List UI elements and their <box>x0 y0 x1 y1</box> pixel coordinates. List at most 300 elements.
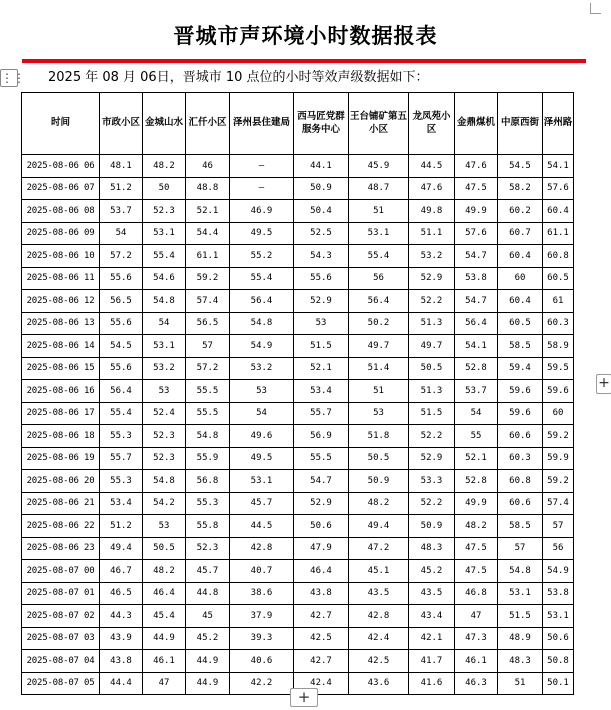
table-row <box>22 177 574 200</box>
value-cell: 54 <box>100 222 143 245</box>
value-cell: 55.5 <box>294 447 349 470</box>
value-cell: 47.5 <box>455 177 498 200</box>
value-cell: 53.7 <box>100 200 143 223</box>
value-cell: 57 <box>543 515 574 538</box>
value-cell: 46.4 <box>294 560 349 583</box>
value-cell: 50.4 <box>294 200 349 223</box>
column-header: 时间 <box>22 93 100 155</box>
value-cell: 53.1 <box>498 582 543 605</box>
value-cell: 53.3 <box>409 470 455 493</box>
value-cell: 43.9 <box>100 627 143 650</box>
value-cell: 47.6 <box>455 155 498 178</box>
value-cell: 50.8 <box>543 650 574 673</box>
value-cell: 48.7 <box>349 177 409 200</box>
table-row <box>22 627 574 650</box>
time-cell: 2025-08-06 23 <box>22 537 100 560</box>
value-cell: 48.2 <box>143 155 186 178</box>
table-row <box>22 200 574 223</box>
value-cell: 47.5 <box>455 560 498 583</box>
value-cell: 47 <box>143 672 186 695</box>
time-cell: 2025-08-06 15 <box>22 357 100 380</box>
value-cell: 54 <box>230 402 294 425</box>
value-cell: 59.2 <box>543 470 574 493</box>
value-cell: 53 <box>143 515 186 538</box>
table-row <box>22 492 574 515</box>
value-cell: 52.5 <box>294 222 349 245</box>
value-cell: 56.4 <box>349 290 409 313</box>
value-cell: 60.5 <box>498 312 543 335</box>
table-row <box>22 267 574 290</box>
time-cell: 2025-08-06 17 <box>22 402 100 425</box>
table-row <box>22 447 574 470</box>
value-cell: 44.3 <box>100 605 143 628</box>
value-cell: 58.5 <box>498 335 543 358</box>
value-cell: 44.4 <box>100 672 143 695</box>
value-cell: 61 <box>543 290 574 313</box>
value-cell: 43.8 <box>100 650 143 673</box>
value-cell: 60 <box>498 267 543 290</box>
column-header: 泽州路 <box>543 93 574 155</box>
value-cell: 47.2 <box>349 537 409 560</box>
time-cell: 2025-08-06 11 <box>22 267 100 290</box>
value-cell: 52.1 <box>294 357 349 380</box>
value-cell: 55.6 <box>100 357 143 380</box>
value-cell: 52.2 <box>409 425 455 448</box>
value-cell: 49.4 <box>100 537 143 560</box>
value-cell: 37.9 <box>230 605 294 628</box>
value-cell: 48.2 <box>143 560 186 583</box>
page-title: 晋城市声环境小时数据报表 <box>173 23 438 48</box>
column-header: 市政小区 <box>100 93 143 155</box>
value-cell: 56.9 <box>294 425 349 448</box>
value-cell: 56.5 <box>100 290 143 313</box>
value-cell: 49.6 <box>230 425 294 448</box>
value-cell: 52.9 <box>294 492 349 515</box>
value-cell: 61.1 <box>543 222 574 245</box>
value-cell: 46.8 <box>455 582 498 605</box>
table-row <box>22 560 574 583</box>
value-cell: 52.9 <box>294 290 349 313</box>
value-cell: 56.5 <box>186 312 230 335</box>
value-cell: 55 <box>455 425 498 448</box>
value-cell: 54.6 <box>143 267 186 290</box>
value-cell: 55.2 <box>230 245 294 268</box>
value-cell: 60.4 <box>543 200 574 223</box>
value-cell: 52.1 <box>186 200 230 223</box>
value-cell: 54.8 <box>230 312 294 335</box>
value-cell: 56.4 <box>230 290 294 313</box>
value-cell: 42.5 <box>294 627 349 650</box>
value-cell: 51.4 <box>349 357 409 380</box>
value-cell: 52.2 <box>409 492 455 515</box>
value-cell: 42.7 <box>294 650 349 673</box>
value-cell: 41.7 <box>409 650 455 673</box>
value-cell: 54.2 <box>143 492 186 515</box>
value-cell: 53.4 <box>294 380 349 403</box>
value-cell: 48.2 <box>349 492 409 515</box>
value-cell: 58.9 <box>543 335 574 358</box>
value-cell: 46.5 <box>100 582 143 605</box>
value-cell: 60.4 <box>498 245 543 268</box>
value-cell: 51.2 <box>100 177 143 200</box>
value-cell: 52.4 <box>143 402 186 425</box>
value-cell: 60.7 <box>498 222 543 245</box>
value-cell: 51.5 <box>409 402 455 425</box>
value-cell: 54 <box>143 312 186 335</box>
value-cell: 51 <box>349 200 409 223</box>
value-cell: 55.6 <box>100 312 143 335</box>
value-cell: 54.9 <box>543 560 574 583</box>
value-cell: 47.5 <box>455 537 498 560</box>
value-cell: 59.6 <box>498 380 543 403</box>
value-cell: 46.1 <box>143 650 186 673</box>
noise-data-table <box>21 92 574 695</box>
value-cell: 53.1 <box>543 605 574 628</box>
value-cell: 53.8 <box>543 582 574 605</box>
value-cell: 58.2 <box>498 177 543 200</box>
value-cell: 54.7 <box>455 290 498 313</box>
value-cell: 60.3 <box>543 312 574 335</box>
value-cell: 50.9 <box>294 177 349 200</box>
value-cell: 49.9 <box>455 200 498 223</box>
value-cell: 53.7 <box>455 380 498 403</box>
value-cell: 52.8 <box>455 470 498 493</box>
column-header: 王台铺矿第五小区 <box>349 93 409 155</box>
value-cell: 52.1 <box>455 447 498 470</box>
time-cell: 2025-08-07 01 <box>22 582 100 605</box>
value-cell: 47.9 <box>294 537 349 560</box>
time-cell: 2025-08-07 02 <box>22 605 100 628</box>
value-cell: 42.8 <box>349 605 409 628</box>
table-row <box>22 425 574 448</box>
value-cell: 50.6 <box>543 627 574 650</box>
value-cell: 49.5 <box>230 222 294 245</box>
value-cell: 54.3 <box>294 245 349 268</box>
value-cell: 48.3 <box>498 650 543 673</box>
value-cell: 53.8 <box>455 267 498 290</box>
column-header: 汇仟小区 <box>186 93 230 155</box>
value-cell: 48.9 <box>498 627 543 650</box>
value-cell: 54.7 <box>294 470 349 493</box>
value-cell: 45.4 <box>143 605 186 628</box>
page-corner-mark <box>590 3 601 14</box>
value-cell: 60.4 <box>498 290 543 313</box>
value-cell: 56 <box>349 267 409 290</box>
column-header: 金城山水 <box>143 93 186 155</box>
value-cell: 57 <box>498 537 543 560</box>
value-cell: 56.4 <box>455 312 498 335</box>
value-cell: 42.7 <box>294 605 349 628</box>
value-cell: 54.8 <box>143 470 186 493</box>
table-row <box>22 335 574 358</box>
column-header: 龙凤苑小区 <box>409 93 455 155</box>
value-cell: 57.6 <box>455 222 498 245</box>
value-cell: 54.5 <box>498 155 543 178</box>
value-cell: 55.7 <box>294 402 349 425</box>
value-cell: 49.5 <box>230 447 294 470</box>
value-cell: 59.4 <box>498 357 543 380</box>
value-cell: 48.3 <box>409 537 455 560</box>
value-cell: 54.4 <box>186 222 230 245</box>
value-cell: 60.6 <box>498 425 543 448</box>
time-cell: 2025-08-06 06 <box>22 155 100 178</box>
value-cell: 53.2 <box>230 357 294 380</box>
value-cell: 44.9 <box>186 672 230 695</box>
value-cell: 43.5 <box>409 582 455 605</box>
value-cell: 46 <box>186 155 230 178</box>
time-cell: 2025-08-06 18 <box>22 425 100 448</box>
table-row <box>22 582 574 605</box>
value-cell: 52.3 <box>186 537 230 560</box>
value-cell: 44.9 <box>186 650 230 673</box>
value-cell: 42.2 <box>230 672 294 695</box>
table-row <box>22 290 574 313</box>
value-cell: 51.1 <box>409 222 455 245</box>
value-cell: 60 <box>543 402 574 425</box>
time-cell: 2025-08-07 00 <box>22 560 100 583</box>
value-cell: 44.5 <box>230 515 294 538</box>
value-cell: 52.3 <box>143 425 186 448</box>
value-cell: — <box>230 177 294 200</box>
value-cell: 43.4 <box>409 605 455 628</box>
value-cell: 54.1 <box>455 335 498 358</box>
time-cell: 2025-08-06 09 <box>22 222 100 245</box>
value-cell: 59.5 <box>543 357 574 380</box>
time-cell: 2025-08-07 03 <box>22 627 100 650</box>
value-cell: 54.9 <box>230 335 294 358</box>
value-cell: 57.2 <box>186 357 230 380</box>
value-cell: 55.3 <box>186 492 230 515</box>
value-cell: 53.2 <box>143 357 186 380</box>
value-cell: 50.6 <box>294 515 349 538</box>
value-cell: 57.6 <box>543 177 574 200</box>
value-cell: 55.6 <box>100 267 143 290</box>
time-cell: 2025-08-06 13 <box>22 312 100 335</box>
value-cell: 54.1 <box>543 155 574 178</box>
value-cell: 60.8 <box>498 470 543 493</box>
title-rule <box>22 59 586 63</box>
value-cell: 38.6 <box>230 582 294 605</box>
value-cell: 52.3 <box>143 447 186 470</box>
time-cell: 2025-08-06 08 <box>22 200 100 223</box>
table-row <box>22 650 574 673</box>
value-cell: 54.8 <box>498 560 543 583</box>
value-cell: 57 <box>186 335 230 358</box>
value-cell: 57.2 <box>100 245 143 268</box>
column-header: 西马匠党群服务中心 <box>294 93 349 155</box>
value-cell: 47.6 <box>409 177 455 200</box>
value-cell: 40.6 <box>230 650 294 673</box>
value-cell: 60.3 <box>498 447 543 470</box>
value-cell: 50.5 <box>409 357 455 380</box>
table-row <box>22 402 574 425</box>
value-cell: 48.1 <box>100 155 143 178</box>
value-cell: 43.6 <box>349 672 409 695</box>
value-cell: 40.7 <box>230 560 294 583</box>
value-cell: 51.3 <box>409 380 455 403</box>
value-cell: 50.5 <box>349 447 409 470</box>
value-cell: 49.8 <box>409 200 455 223</box>
value-cell: 46.9 <box>230 200 294 223</box>
value-cell: 53 <box>294 312 349 335</box>
value-cell: 45.2 <box>186 627 230 650</box>
value-cell: 54.7 <box>455 245 498 268</box>
time-cell: 2025-08-07 04 <box>22 650 100 673</box>
value-cell: 47.3 <box>455 627 498 650</box>
value-cell: — <box>230 155 294 178</box>
value-cell: 42.8 <box>230 537 294 560</box>
table-row <box>22 222 574 245</box>
value-cell: 54 <box>455 402 498 425</box>
value-cell: 54.8 <box>143 290 186 313</box>
value-cell: 54.5 <box>100 335 143 358</box>
value-cell: 55.6 <box>294 267 349 290</box>
value-cell: 54.8 <box>186 425 230 448</box>
time-cell: 2025-08-06 12 <box>22 290 100 313</box>
value-cell: 55.3 <box>100 470 143 493</box>
value-cell: 50.1 <box>543 672 574 695</box>
value-cell: 55.4 <box>143 245 186 268</box>
value-cell: 52.2 <box>409 290 455 313</box>
value-cell: 46.3 <box>455 672 498 695</box>
value-cell: 51.2 <box>100 515 143 538</box>
value-cell: 53 <box>143 380 186 403</box>
value-cell: 52.9 <box>409 447 455 470</box>
value-cell: 44.9 <box>143 627 186 650</box>
value-cell: 45.2 <box>409 560 455 583</box>
value-cell: 57.4 <box>186 290 230 313</box>
value-cell: 55.4 <box>230 267 294 290</box>
value-cell: 51.3 <box>409 312 455 335</box>
value-cell: 57.4 <box>543 492 574 515</box>
value-cell: 55.5 <box>186 402 230 425</box>
value-cell: 47 <box>455 605 498 628</box>
value-cell: 55.5 <box>186 380 230 403</box>
table-row <box>22 605 574 628</box>
value-cell: 45.9 <box>349 155 409 178</box>
value-cell: 53.1 <box>143 222 186 245</box>
value-cell: 48.8 <box>186 177 230 200</box>
time-cell: 2025-08-06 21 <box>22 492 100 515</box>
value-cell: 50 <box>143 177 186 200</box>
noise-data-table-wrap <box>21 92 574 695</box>
value-cell: 49.7 <box>349 335 409 358</box>
value-cell: 56.8 <box>186 470 230 493</box>
table-row <box>22 380 574 403</box>
table-row <box>22 470 574 493</box>
value-cell: 52.9 <box>409 267 455 290</box>
time-cell: 2025-08-06 14 <box>22 335 100 358</box>
table-move-handle-icon[interactable]: ⋮⋮ <box>1 71 25 85</box>
time-cell: 2025-08-06 19 <box>22 447 100 470</box>
value-cell: 51.5 <box>498 605 543 628</box>
value-cell: 53.1 <box>230 470 294 493</box>
value-cell: 46.7 <box>100 560 143 583</box>
value-cell: 42.5 <box>349 650 409 673</box>
value-cell: 45 <box>186 605 230 628</box>
add-row-button[interactable]: + <box>290 688 318 707</box>
time-cell: 2025-08-07 05 <box>22 672 100 695</box>
value-cell: 55.7 <box>100 447 143 470</box>
column-header: 中原西街 <box>498 93 543 155</box>
value-cell: 44.1 <box>294 155 349 178</box>
time-cell: 2025-08-06 20 <box>22 470 100 493</box>
value-cell: 49.4 <box>349 515 409 538</box>
value-cell: 46.4 <box>143 582 186 605</box>
value-cell: 59.2 <box>543 425 574 448</box>
value-cell: 43.8 <box>294 582 349 605</box>
value-cell: 53.1 <box>143 335 186 358</box>
value-cell: 48.2 <box>455 515 498 538</box>
time-cell: 2025-08-06 16 <box>22 380 100 403</box>
value-cell: 45.7 <box>230 492 294 515</box>
table-row <box>22 245 574 268</box>
value-cell: 60.6 <box>498 492 543 515</box>
value-cell: 61.1 <box>186 245 230 268</box>
value-cell: 43.5 <box>349 582 409 605</box>
value-cell: 60.8 <box>543 245 574 268</box>
value-cell: 59.9 <box>543 447 574 470</box>
table-row <box>22 515 574 538</box>
column-header: 泽州县住建局 <box>230 93 294 155</box>
value-cell: 55.9 <box>186 447 230 470</box>
time-cell: 2025-08-06 22 <box>22 515 100 538</box>
value-cell: 50.5 <box>143 537 186 560</box>
value-cell: 42.1 <box>409 627 455 650</box>
value-cell: 52.8 <box>455 357 498 380</box>
time-cell: 2025-08-06 07 <box>22 177 100 200</box>
value-cell: 44.8 <box>186 582 230 605</box>
value-cell: 55.4 <box>100 402 143 425</box>
value-cell: 59.2 <box>186 267 230 290</box>
value-cell: 53 <box>230 380 294 403</box>
column-header: 金鼎煤机 <box>455 93 498 155</box>
report-intro-text: 2025 年 08 月 06日，晋城市 10 点位的小时等效声级数据如下： <box>48 70 429 85</box>
value-cell: 51.8 <box>349 425 409 448</box>
value-cell: 51.5 <box>294 335 349 358</box>
value-cell: 55.8 <box>186 515 230 538</box>
table-row <box>22 537 574 560</box>
value-cell: 42.4 <box>349 627 409 650</box>
value-cell: 60.2 <box>498 200 543 223</box>
value-cell: 59.6 <box>543 380 574 403</box>
value-cell: 60.5 <box>543 267 574 290</box>
value-cell: 50.9 <box>349 470 409 493</box>
table-row <box>22 312 574 335</box>
value-cell: 55.3 <box>100 425 143 448</box>
table-row <box>22 357 574 380</box>
value-cell: 49.9 <box>455 492 498 515</box>
add-column-button[interactable]: + <box>596 374 611 394</box>
value-cell: 53 <box>349 402 409 425</box>
value-cell: 53.1 <box>349 222 409 245</box>
table-header-row <box>22 93 574 155</box>
table-row <box>22 155 574 178</box>
value-cell: 41.6 <box>409 672 455 695</box>
value-cell: 52.3 <box>143 200 186 223</box>
value-cell: 53.2 <box>409 245 455 268</box>
value-cell: 46.1 <box>455 650 498 673</box>
value-cell: 45.1 <box>349 560 409 583</box>
value-cell: 56.4 <box>100 380 143 403</box>
value-cell: 58.5 <box>498 515 543 538</box>
value-cell: 44.5 <box>409 155 455 178</box>
value-cell: 53.4 <box>100 492 143 515</box>
value-cell: 49.7 <box>409 335 455 358</box>
value-cell: 51 <box>498 672 543 695</box>
value-cell: 39.3 <box>230 627 294 650</box>
value-cell: 50.2 <box>349 312 409 335</box>
